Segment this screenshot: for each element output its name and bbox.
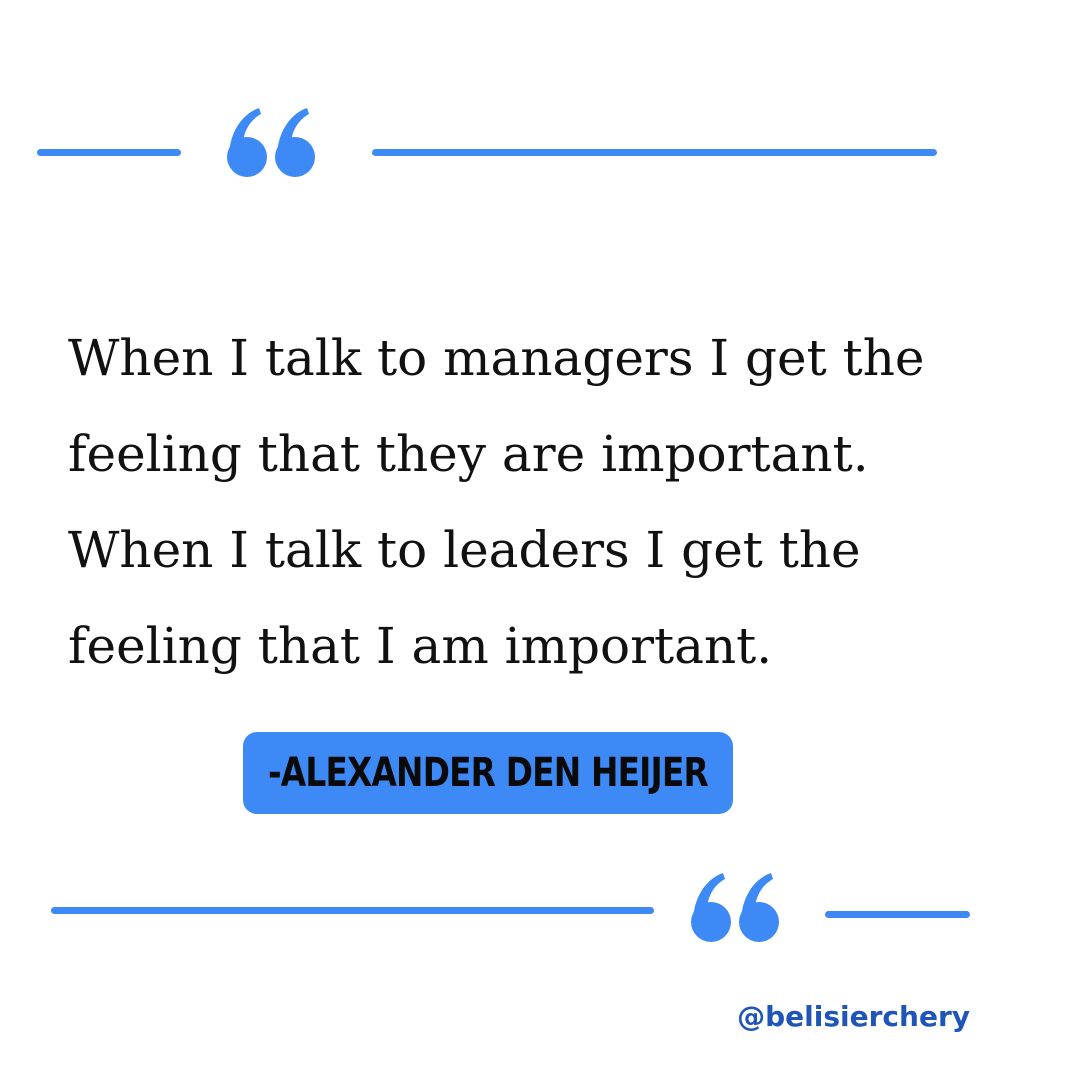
bottom-quote-icon (686, 870, 786, 950)
quote-line-3: When I talk to leaders I get the (68, 521, 861, 579)
bottom-right-divider (825, 911, 970, 918)
quote-glyph-left (691, 873, 731, 942)
quote-glyph-left (227, 108, 267, 177)
quote-glyph-right (739, 873, 779, 942)
quote-line-1: When I talk to managers I get the (68, 329, 925, 387)
top-left-divider (37, 149, 181, 156)
quote-line-2: feeling that they are important. (68, 425, 869, 483)
author-badge (243, 732, 733, 814)
social-handle[interactable]: @belisierchery (737, 1000, 970, 1033)
quote-glyph-right (275, 108, 315, 177)
top-quote-icon (222, 105, 322, 185)
author-name: -ALEXANDER DEN HEIJER (268, 750, 708, 796)
top-right-divider (372, 149, 937, 156)
quote-line-4: feeling that I am important. (68, 617, 773, 675)
bottom-left-divider (51, 907, 654, 914)
quote-text (68, 310, 1028, 694)
